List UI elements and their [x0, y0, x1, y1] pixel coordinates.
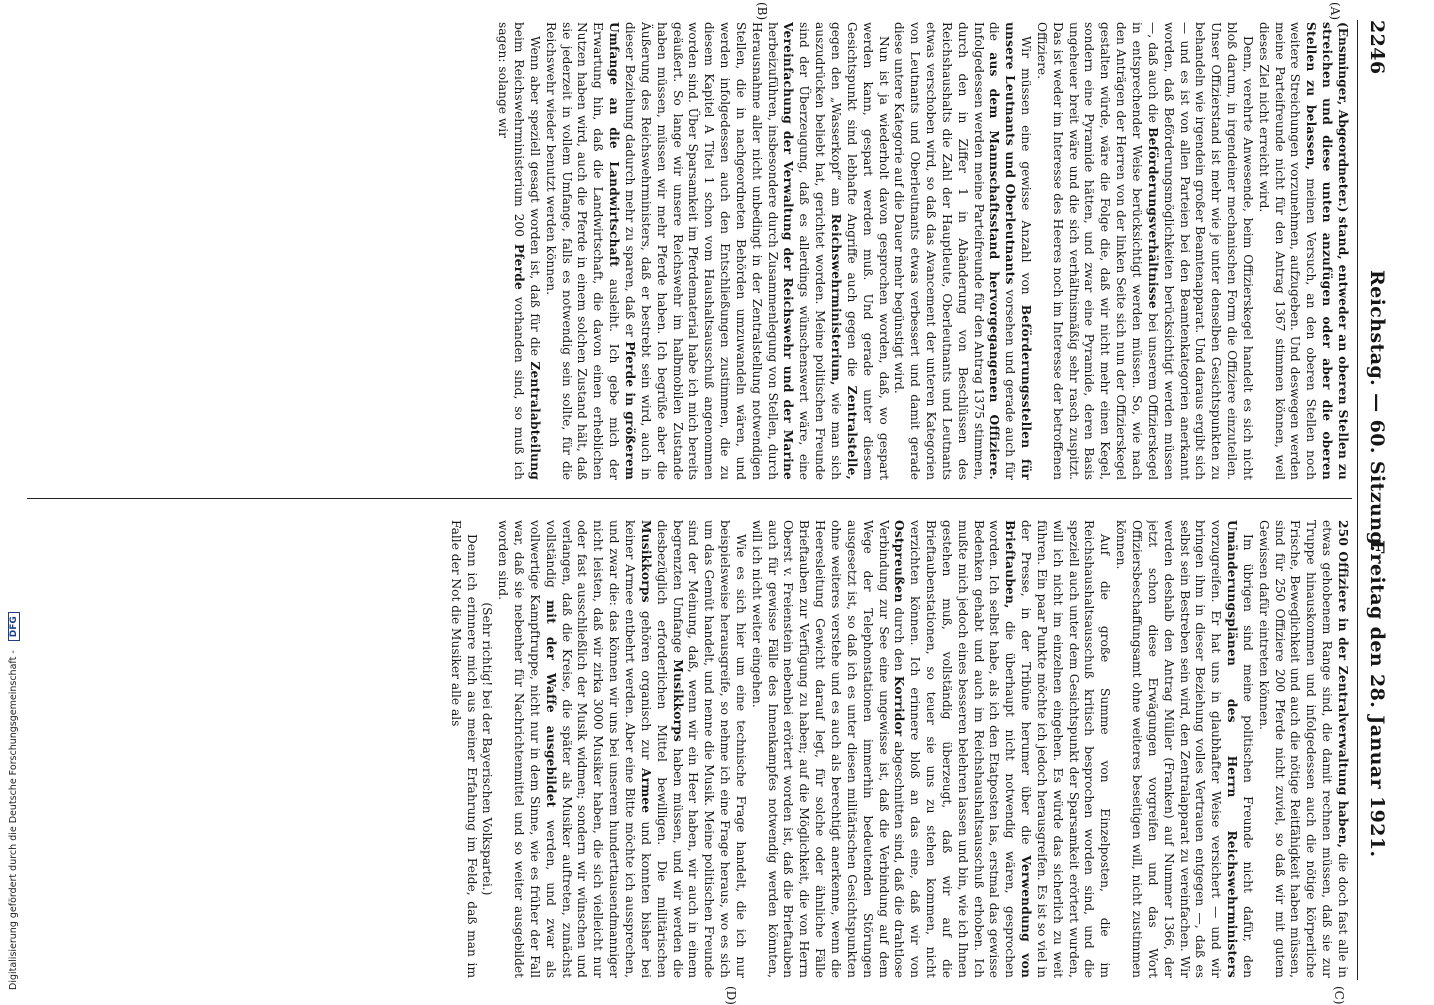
- emphasis-text: Korridor: [892, 675, 907, 737]
- paragraph: [494, 520, 748, 978]
- margin-marker-c: (C): [1332, 986, 1346, 1005]
- paragraph: [1033, 22, 1255, 480]
- emphasis-text: 250 Offiziere in der Zentralverwaltung haben,: [1336, 520, 1350, 849]
- body-text: Wir müssen eine gewisse Anzahl von: [1019, 36, 1034, 295]
- body-text: haben müssen, und wir werden die diesbezüglich erforderlichen Mittel bewilligen. Die militärischen: [654, 520, 685, 978]
- body-text: gehören organisch zur: [638, 610, 653, 760]
- page-header: [1362, 20, 1388, 980]
- body-text: und konnten bisher bei keiner Armee entbehrt werden. Aber eine Bitte möchte ich aussprechen, und zwar die: das können wir uns bei unserem hunderttausendmanniger nicht leisten, daß wir zirka 3000 Musiker haben, die sich vielleicht nur oder fast ausschließlich der Musik widmen; sondern wir wünschen und verlangen, daß die Kreise, die später als Musiker auftreten, zunächst vollständig: [543, 520, 653, 978]
- emphasis-text: stand, entweder an oberen Stellen zu streichen und diese unten anzufügen oder aber die oberen Stellen zu belassen,: [1304, 22, 1350, 480]
- interjection: (Sehr richtig! bei der Bayerischen Volkspartei.): [480, 602, 495, 896]
- body-text: die doch fast alle in etwas gehobenem Range sind, die damit rechnen müssen, daß sie zur Truppe hinauskommen und infolgedessen auch die nötige körperliche Frische, Beweglichkeit und auch die nötige Reitfähigkeit haben müssen, sind für 250 Offiziere 200 Pferde nicht zuviel, so daß wir mit gutem Gewissen dafür eintreten können.: [1256, 520, 1350, 978]
- paragraph: [891, 22, 1034, 480]
- body-text: bei unserem Offizierskegel in entsprechender Weise berücksichtigt werden müssen. So, wie nach den Anträgen der Herren von der linken Seite sich nun der Offizierskegel gestalten würde, wäre die Folge die, daß wir nicht mehr einen Kegel, sondern eine Pyramide hätten, und zwar eine Pyramide, deren Basis ungeheuer breit wäre und die sich verhältnismäßig sehr rasch zuspitzt. Das ist weder im Interesse des Heeres noch im Interesse der betroffenen Offiziere.: [1034, 22, 1160, 480]
- emphasis-text: Zentralabteilung: [527, 361, 542, 480]
- emphasis-text: Verwendung von Brieftauben,: [1003, 520, 1034, 978]
- body-text: wie man sich auszudrücken beliebt hat, gerichtet worden. Meine politischen Freunde sind der Überzeugung, daß es allerdings wünschenswert wäre, eine: [797, 22, 843, 480]
- right-column: [20, 520, 1350, 978]
- margin-marker-b: (B): [755, 2, 769, 21]
- paragraph: [748, 520, 1112, 978]
- paragraph: [542, 22, 891, 480]
- paragraph: [494, 22, 542, 480]
- body-text: Wie es sich hier um eine technische Frage handelt, die ich nur beispielsweise herausgreife, so nehme ich eine Frage heraus, wo es sich um das Gemüt handelt, und nenne die Musik. Meine politischen Freunde sind der Meinung, daß, wenn wir ein Heer haben, wir auch in einem begrenzten Umfange: [670, 520, 748, 978]
- page-number: 2246: [1366, 20, 1388, 75]
- body-text: gegen den „Wasserkopf“ am: [829, 22, 843, 207]
- emphasis-text: mit der Waffe ausgebildet: [543, 600, 558, 808]
- emphasis-text: Musikkorps: [670, 659, 685, 742]
- body-text: werden, und zwar als vollwertige Kampftruppe, nicht nur in dem Sinne, wie es früher der Fall war, daß sie nebenher für Nachrichtenmittel und so weiter ausgebildet worden sind.: [496, 520, 558, 978]
- left-column: [20, 22, 1350, 480]
- body-text: beim Reichswehrministerium 200: [512, 22, 527, 237]
- session-date: Freitag den 28. Januar 1921.: [1366, 540, 1388, 858]
- body-text: Nun ist ja wiederholt davon gesprochen worden, daß, wo gespart werden kann, gespart werden muß. Und gerade unter diesem Gesichtspunkt sind lebhafte Angriffe auch gegen die: [844, 22, 891, 480]
- emphasis-text: Musikkorps: [638, 520, 653, 603]
- emphasis-text: Zentralstelle,: [844, 385, 859, 480]
- header-rule: [1357, 20, 1358, 980]
- body-text: Infolgedessen werden meine Parteifreunde für den Antrag 1375 stimmen, durch den in Ziffer 1 in Abänderung von Beschlüssen des Reichshaushalts die Zahl der Hauptleute, Oberleutnants und Leutnants etwas verschoben wird, so daß das Avancement der unteren Kategorien von Leutnants und Oberleutnants etwas verbessert und damit gerade diese untere Kategorie auf die Dauer mehr begünstigt wird.: [892, 22, 986, 480]
- body-text: Wenn aber speziell gesagt worden ist, daß für die: [527, 36, 542, 356]
- emphasis-text: Beförderungsstellen für unsere Leutnants und Oberleutnants: [1003, 22, 1034, 480]
- body-text: vorhanden sind, so muß ich sagen: solange wir: [496, 22, 527, 480]
- dfg-logo-icon: DFG: [8, 612, 20, 641]
- paragraph: Denn ich erinnere mich aus meiner Erfahrung im Felde, daß man im Falle der Not die Musiker alle als: [448, 520, 479, 978]
- paragraph: [1112, 520, 1255, 978]
- paragraph: [1255, 520, 1350, 978]
- body-text: Denn, verehrte Anwesende, beim Offizierskegel handelt es sich nicht bloß darum, in irgendeiner mechanischen Form die Offiziere einzuteilen. Unser Offizierstand ist mehr wie je unter denselben Gesichtspunkten zu behandeln wie irgendein großer Beamtenapparat. Und daraus ergibt sich — und es ist von allen Parteien bei den Beamtenkategorien anerkannt worden, daß Beförderungsmöglichkeiten berücksichtigt werden müssen —, daß auch die: [1145, 22, 1255, 480]
- emphasis-text: Umänderungsplänen des Herrn Reichswehrministers: [1225, 520, 1240, 978]
- column-divider: [27, 498, 1352, 499]
- body-text: ausleiht. Ich gebe mich der Erwartung hin, daß die Landwirtschaft, die davon einen erheblichen Nutzen haben wird, auch die Pferde in einem solchen Zustand hält, daß sie jederzeit in vollem Umfange, falls es notwendig sein sollte, für die Reichswehr wieder benutzt werden können.: [543, 22, 622, 480]
- speaker-name: (Ensminger, Abgeordneter.): [1336, 22, 1350, 213]
- body-text: vorzugreifen. Er hat uns in glaubhafter Weise versichert — und wir bringen ihm in dieser Beziehung volles Vertrauen entgegen —, daß es selbst sein Bestreben sein wird, den Zentralapparat zu vereinfachen. Wir werden deshalb den Antrag Müller (Franken) auf Nummer 1366, der jetzt schon diese Erwägungen vorgreifen und das Wort Offiziersbeschaffungsamt ohne weiteres beseitigen will, nicht zustimmen können.: [1114, 520, 1224, 978]
- emphasis-text: Pferde: [512, 243, 527, 290]
- emphasis-text: Beförderungsverhältnisse: [1145, 127, 1160, 309]
- paragraph: [1255, 22, 1350, 480]
- rotated-page: [2, 0, 1402, 1005]
- emphasis-text: Armee: [638, 767, 653, 814]
- emphasis-text: Ostpreußen: [892, 520, 907, 603]
- emphasis-text: Vereinfachung der Verwaltung der Reichswehr und der Marine: [781, 22, 796, 480]
- body-text: die überhaupt nicht notwendig wären, gesprochen worden. Ich selbst habe, als ich den Etatposten las, erstmal das gewisse Bedenken gehabt und auch im Reichshaushaltsausschuß erhoben. Ich mußte mich jedoch eines besseren belehren lassen und bin, wie ich Ihnen gestehen muß, vollständig überzeugt, daß wir auf die Brieftaubenstationen, so teuer sie uns zu stehen kommen, nicht verzichten können. Ich erinnere bloß an das eine, daß wir von: [908, 520, 1018, 978]
- body-text: abgeschnitten sind, daß die drahtlose Verbindung zur See eine ungewisse ist, daß die Verbindung auf dem Wege der Telephonstationen immerhin bedeutenden Störungen ausgesetzt ist, so daß ich es unter diesen militärischen Gesichtspunkten ohne weiteres verstehe und es auch als berechtigt anerkenne, wenn die Heeresleitung Gewicht darauf legt, für solche oder ähnliche Fälle Brieftauben zur Verfügung zu haben; auf die Möglichkeit, die von Herrn Oberst v. Freienstein nebenbei erörtert worden ist, daß die Brieftauben auch für gewisse Fälle des Innenkampfes notwendig werden könnten, will ich nicht weiter eingehen.: [749, 520, 907, 978]
- credit-text: Digitalisierung gefördert durch die Deutsche Forschungsgemeinschaft -: [8, 650, 19, 990]
- body-text: herbeizuführen, insbesondere durch Zusammenlegung von Stellen, durch Herausnahme aller nicht unbedingt in der Zentralstellung notwendigen Stellen, die in nachgeordneten Behörden umzuwandeln wären, und werden infolgedessen auch den Entschließungen zustimmen, die zu diesem Kapitel A Titel 1 schon vom Haushaltsausschuß angenommen worden sind. Über Sparsamkeit im Pferdematerial habe ich mich bereits geäußert. So lange wir unsere Reichswehr im halbmobilen Zustande haben müssen, müssen wir mehr Pferde haben. Ich begrüße aber die Äußerung des Reichswehrministers, daß er bestrebt sein wird, auch in dieser Beziehung dadurch mehr zu sparen, daß er: [623, 22, 780, 480]
- body-text: meinen Versuch, an den oberen Stellen noch weitere Streichungen vorzunehmen, aufzugeben. Und deswegen werden meine Parteifreunde nicht für den Antrag 1367 stimmen können, weil dieses Ziel nicht erreicht wird.: [1256, 22, 1319, 480]
- emphasis-text: Pferde in größerem Umfange an die Landwirtschaft: [607, 22, 638, 480]
- emphasis-text: Reichswehrministerium,: [829, 213, 843, 386]
- emphasis-text: aus dem Mannschaftsstand hervorgegangenen Offiziere.: [987, 52, 1002, 480]
- digitization-credit: [8, 612, 20, 990]
- running-title: Reichstag. — 60. Sitzung.: [1366, 270, 1388, 553]
- margin-marker-d: (D): [724, 986, 738, 1005]
- body-text: Auf die große Summe von Einzelposten, die im Reichshaushaltsausschuß kritisch besprochen worden sind, und die speziell auch unter dem Gesichtspunkt der Sparsamkeit erörtert wurden, will ich nicht im einzelnen eingehen. Es würde das sicherlich zu weit führen. Ein paar Punkte möchte ich jedoch herausgreifen. Es ist so viel in der Presse, in der Tribüne herumer über die: [1019, 520, 1113, 978]
- body-text: vorsehen und gerade auch für die: [987, 22, 1018, 480]
- margin-marker-a: (A): [1328, 2, 1342, 21]
- body-text: Im übrigen sind meine politischen Freunde nicht dafür, den: [1240, 534, 1255, 978]
- body-text: durch den: [892, 607, 907, 672]
